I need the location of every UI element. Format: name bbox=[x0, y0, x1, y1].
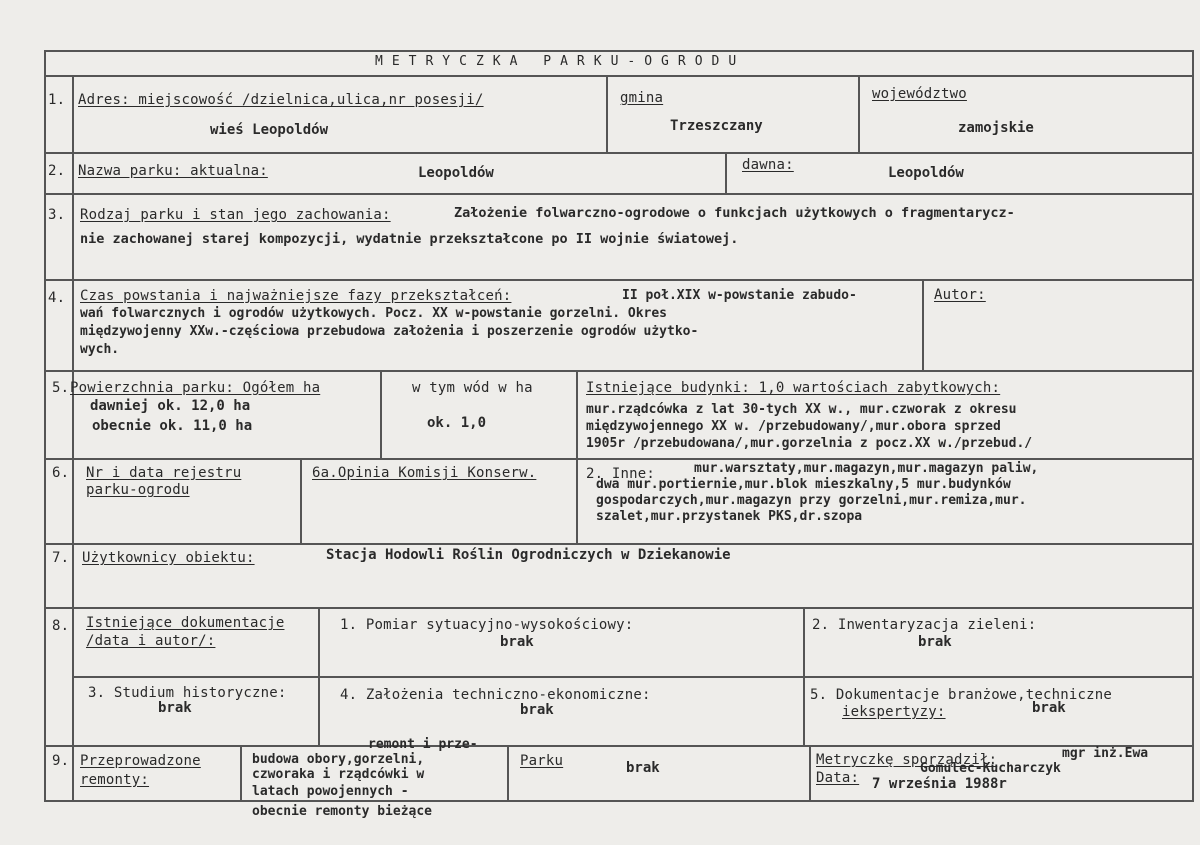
users-value: Stacja Hodowli Roślin Ogrodniczych w Dziekanowie bbox=[326, 547, 731, 563]
renovations-label: Przeprowadzone bbox=[80, 753, 201, 769]
buildings-value: międzywojennego XX w. /przebudowany/,mur.obora sprzed bbox=[586, 419, 1001, 434]
register-label: parku-ogrodu bbox=[86, 482, 190, 498]
author-label: Autor: bbox=[934, 287, 986, 303]
park-type-value: nie zachowanej starej kompozycji, wydatnie przekształcone po II wojnie światowej. bbox=[80, 231, 739, 247]
park-name-label: Nazwa parku: aktualna: bbox=[78, 163, 268, 179]
park-name-old-value: Leopoldów bbox=[888, 165, 964, 181]
section-number: 4. bbox=[48, 290, 66, 306]
border-bottom bbox=[44, 800, 1194, 802]
border-right bbox=[1192, 50, 1194, 800]
row-divider bbox=[44, 543, 1194, 545]
area-now: obecnie ok. 11,0 ha bbox=[92, 418, 253, 434]
park-type-value: Założenie folwarczno-ogrodowe o funkcjach użytkowych o fragmentarycz- bbox=[454, 205, 1015, 221]
renovations-value: latach powojennych - bbox=[252, 784, 409, 799]
row-divider bbox=[44, 75, 1194, 77]
doc-survey-label: 1. Pomiar sytuacyjno-wysokościowy: bbox=[340, 617, 634, 633]
gmina-value: Trzeszczany bbox=[670, 118, 763, 134]
section-number: 9. bbox=[52, 753, 70, 769]
buildings-value: 1905r /przebudowana/,mur.gorzelnia z pocz.XX w./przebud./ bbox=[586, 436, 1033, 451]
number-column-divider bbox=[72, 75, 74, 800]
park-type-label: Rodzaj parku i stan jego zachowania: bbox=[80, 207, 391, 223]
buildings-label: Istniejące budynki: 1,0 wartościach zabytkowych: bbox=[586, 380, 1001, 396]
renovations-value: obecnie remonty bieżące bbox=[252, 804, 433, 819]
address-label: Adres: miejscowość /dzielnica,ulica,nr posesji/ bbox=[78, 92, 484, 108]
users-label: Użytkownicy obiektu: bbox=[82, 550, 255, 566]
date-value: 7 września 1988r bbox=[872, 776, 1007, 792]
col-divider bbox=[300, 458, 302, 543]
doc-greenery-label: 2. Inwentaryzacja zieleni: bbox=[812, 617, 1037, 633]
section-number: 1. bbox=[48, 92, 66, 108]
row-divider bbox=[44, 745, 1194, 747]
renovations-value: czworaka i rządcówki w bbox=[252, 767, 425, 782]
border-left bbox=[44, 50, 46, 800]
doc-branch-label: 5. Dokumentacje branżowe,techniczne bbox=[810, 687, 1113, 703]
row-divider bbox=[44, 458, 1194, 460]
section-number: 8. bbox=[52, 618, 70, 634]
col-divider bbox=[858, 75, 860, 152]
doc-branch-label: iekspertyzy: bbox=[842, 704, 946, 720]
section-number: 5. bbox=[52, 380, 70, 396]
renovations-value: budowa obory,gorzelni, bbox=[252, 752, 425, 767]
col-divider bbox=[725, 152, 727, 193]
history-value: wych. bbox=[80, 342, 120, 357]
col-divider bbox=[803, 607, 805, 745]
other-buildings-value: mur.warsztaty,mur.magazyn,mur.magazyn paliw, bbox=[694, 461, 1039, 476]
date-label: Data: bbox=[816, 770, 860, 786]
history-label: Czas powstania i najważniejsze fazy przekształceń: bbox=[80, 288, 512, 304]
voivodeship-label: województwo bbox=[872, 86, 967, 102]
row-divider bbox=[44, 279, 1194, 281]
prepared-by-label: Metryczkę sporządził: bbox=[816, 752, 998, 768]
section-number: 7. bbox=[52, 550, 70, 566]
section-number: 3. bbox=[48, 207, 66, 223]
row-divider bbox=[44, 607, 1194, 609]
park-renovation-label: Parku bbox=[520, 753, 564, 769]
park-renovation-value: brak bbox=[626, 760, 660, 776]
other-buildings-value: dwa mur.portiernie,mur.blok mieszkalny,5 mur.budynków bbox=[596, 477, 1011, 492]
park-name-current: Leopoldów bbox=[418, 165, 494, 181]
doc-greenery-value: brak bbox=[918, 634, 952, 650]
water-value: ok. 1,0 bbox=[427, 415, 487, 431]
renovations-value: remont i prze- bbox=[368, 737, 478, 752]
col-divider bbox=[576, 370, 578, 543]
area-old: dawniej ok. 12,0 ha bbox=[90, 398, 251, 414]
col-divider bbox=[318, 607, 320, 745]
voivodeship-value: zamojskie bbox=[958, 120, 1034, 136]
address-value: wieś Leopoldów bbox=[210, 122, 329, 138]
col-divider bbox=[507, 745, 509, 800]
doc-branch-value: brak bbox=[1032, 700, 1066, 716]
park-name-old-label: dawna: bbox=[742, 157, 794, 173]
doc-survey-value: brak bbox=[500, 634, 534, 650]
row-divider bbox=[72, 676, 1194, 678]
history-value: międzywojenny XXw.-częściowa przebudowa założenia i poszerzenie ogrodów użytko- bbox=[80, 324, 699, 339]
row-divider bbox=[44, 193, 1194, 195]
docs-label: Istniejące dokumentacje bbox=[86, 615, 285, 631]
renovations-label: remonty: bbox=[80, 772, 150, 788]
section-number: 6. bbox=[52, 465, 70, 481]
row-divider bbox=[44, 370, 1194, 372]
water-label: w tym wód w ha bbox=[412, 380, 533, 396]
other-buildings-value: szalet,mur.przystanek PKS,dr.szopa bbox=[596, 509, 863, 524]
opinion-label: 6a.Opinia Komisji Konserw. bbox=[312, 465, 537, 481]
form-title: METRYCZKA PARKU-OGRODU bbox=[375, 54, 746, 69]
history-value: wań folwarcznych i ogrodów użytkowych. Pocz. XX w-powstanie gorzelni. Okres bbox=[80, 306, 667, 321]
buildings-value: mur.rządcówka z lat 30-tych XX w., mur.czworak z okresu bbox=[586, 402, 1017, 417]
other-buildings-value: gospodarczych,mur.magazyn przy gorzelni,mur.remiza,mur. bbox=[596, 493, 1027, 508]
doc-history-label: 3. Studium historyczne: bbox=[88, 685, 287, 701]
col-divider bbox=[240, 745, 242, 800]
doc-history-value: brak bbox=[158, 700, 192, 716]
row-divider bbox=[44, 152, 1194, 154]
gmina-label: gmina bbox=[620, 90, 664, 106]
doc-technical-label: 4. Założenia techniczno-ekonomiczne: bbox=[340, 687, 651, 703]
col-divider bbox=[380, 370, 382, 458]
doc-technical-value: brak bbox=[520, 702, 554, 718]
section-number: 2. bbox=[48, 163, 66, 179]
col-divider bbox=[922, 279, 924, 370]
area-label: Powierzchnia parku: Ogółem ha bbox=[70, 380, 321, 396]
history-value: II poł.XIX w-powstanie zabudo- bbox=[622, 288, 857, 303]
other-buildings-label: 2. Inne: bbox=[586, 466, 656, 482]
docs-label: /data i autor/: bbox=[86, 633, 216, 649]
register-label: Nr i data rejestru bbox=[86, 465, 242, 481]
prepared-by-value: Gomulec-Kucharczyk bbox=[920, 761, 1061, 776]
col-divider bbox=[809, 745, 811, 800]
border-top bbox=[44, 50, 1194, 52]
prepared-by-value: mgr inż.Ewa bbox=[1062, 746, 1149, 761]
col-divider bbox=[606, 75, 608, 152]
